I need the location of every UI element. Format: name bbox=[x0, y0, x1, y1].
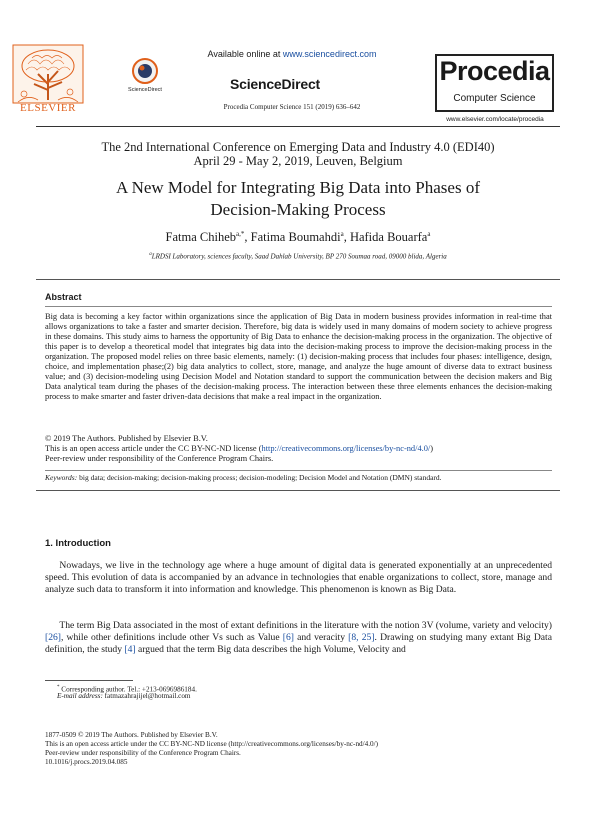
author-name: Fatma Chiheb bbox=[165, 230, 237, 245]
author-separator: , bbox=[343, 230, 350, 245]
sciencedirect-logo-icon bbox=[131, 57, 159, 85]
page-footer bbox=[45, 731, 555, 767]
title-divider bbox=[36, 279, 560, 280]
conference-name: The 2nd International Conference on Emerging Data and Industry 4.0 (EDI40) bbox=[101, 140, 495, 154]
available-online-line bbox=[172, 49, 412, 59]
author-affiliation-mark: a,* bbox=[236, 230, 245, 238]
license-prefix: This is an open access article under the CC BY-NC-ND license ( bbox=[45, 444, 262, 453]
email-note bbox=[57, 692, 547, 701]
author-list bbox=[36, 230, 560, 245]
keywords bbox=[45, 473, 552, 482]
paragraph-text: Nowadays, we live in the technology age where a huge amount of digital data is generated exponentially at an unprecedented speed. This evolution of data is accompanied by an advance in technologies that enable organizations to collect, store, manage and analyze such data to transform it into information and knowledge. This phenomenon is known as Big Data. bbox=[45, 560, 552, 595]
procedia-title: Procedia bbox=[439, 56, 550, 86]
email-address[interactable]: fatmazahrajijel@hotmail.com bbox=[102, 692, 191, 700]
journal-citation: Procedia Computer Science 151 (2019) 636–642 bbox=[223, 103, 361, 111]
author-separator: , bbox=[244, 230, 251, 245]
abstract-divider bbox=[45, 306, 552, 307]
citation-link[interactable]: [26] bbox=[45, 632, 61, 643]
citation-link[interactable]: [4] bbox=[124, 644, 136, 655]
paper-title-line2: Decision-Making Process bbox=[210, 200, 386, 219]
abstract-end-divider bbox=[36, 490, 560, 491]
author-name: Fatima Boumahdi bbox=[250, 230, 341, 245]
paragraph-text: , while other definitions include other Vs such as Value bbox=[60, 632, 283, 643]
keywords-label: Keywords: bbox=[45, 473, 78, 482]
paper-title-line1: A New Model for Integrating Big Data into Phases of bbox=[115, 178, 480, 197]
license-link[interactable]: http://creativecommons.org/licenses/by-nc-nd/4.0/ bbox=[261, 444, 431, 453]
peer-review-line: Peer-review under responsibility of the Conference Program Chairs. bbox=[45, 454, 274, 463]
affiliation-mark: a bbox=[149, 252, 152, 257]
header-divider bbox=[36, 126, 560, 127]
issn-line: 1877-0509 © 2019 The Authors. Published by Elsevier B.V. bbox=[45, 731, 218, 739]
footnote-divider bbox=[45, 680, 133, 681]
procedia-url[interactable]: www.elsevier.com/locate/procedia bbox=[446, 116, 544, 123]
paragraph-text: . Drawing on studying many extant Big Data definition, the study bbox=[45, 632, 552, 655]
paragraph-text: argued that the term Big data describes the high Volume, Velocity and bbox=[135, 644, 406, 655]
corresponding-text: Corresponding author. Tel.: +213-0696986184. bbox=[61, 685, 197, 694]
author-name: Hafida Bouarfa bbox=[349, 230, 428, 245]
introduction-heading: 1. Introduction bbox=[45, 538, 111, 549]
keywords-text: big data; decision-making; decision-making process; decision-modeling; Decision Model and Notation (DMN) standard. bbox=[77, 473, 442, 482]
footnote-mark: * bbox=[57, 685, 60, 690]
elsevier-wordmark: ELSEVIER bbox=[20, 102, 76, 114]
copyright-block bbox=[45, 434, 552, 464]
footer-license-line: This is an open access article under the CC BY-NC-ND license (http://creativecommons.org/licenses/by-nc-nd/4.0/) bbox=[45, 740, 378, 748]
abstract-body: Big data is becoming a key factor within organizations since the application of Big Data in modern business provides information in real-time that allows organizations to take a faster and smarter decision. Therefore, big data is widely used in many domains of modern society to achieve progress in these domains. This study aims to harness the opportunity of Big Data to enhance the decision-making process in the organization. The objective of this paper is to develop a theoretical model that integrates big data into the decision-making process to improve the decision-making process in the organization. The proposed model relies on three basic elements, namely: (1) decision-making process that includes four phases: intelligence, design, choice, and implementation phase;(2) big data analytics to collect, store, manage, and analyze the huge amount of diverse data to extract business value; and (3) decision-modeling using Decision Model and Notation standard to support the communication between the decision makers and Big Data analytical team during the phases of the decision-making process. The interaction between these three elements enhances the decision-making process to make smarter and faster driven-data decisions that make a real impact in the organization. bbox=[45, 312, 552, 401]
citation-link[interactable]: [6] bbox=[282, 632, 294, 643]
paragraph-text: The term Big Data associated in the most of extant definitions in the literature with the notion 3V (volume, variety and velocity) bbox=[59, 620, 552, 631]
available-prefix: Available online at bbox=[207, 49, 283, 59]
affiliation bbox=[36, 252, 560, 260]
conference-date-place: April 29 - May 2, 2019, Leuven, Belgium bbox=[193, 154, 403, 168]
paragraph-text: and veracity bbox=[293, 632, 349, 643]
procedia-subtitle: Computer Science bbox=[453, 93, 536, 104]
keywords-divider bbox=[45, 470, 552, 471]
author-affiliation-mark: a bbox=[340, 230, 344, 238]
copyright-line: © 2019 The Authors. Published by Elsevier B.V. bbox=[45, 434, 208, 443]
sciencedirect-link[interactable]: www.sciencedirect.com bbox=[282, 49, 377, 59]
email-label: E-mail address: bbox=[57, 692, 103, 700]
affiliation-text: LRDSI Laboratory, sciences faculty, Saad Dahlab University, BP 270 Soumaa road, 09000 blida, Algeria bbox=[151, 252, 447, 261]
introduction-paragraph-2 bbox=[45, 620, 552, 656]
doi-line[interactable]: 10.1016/j.procs.2019.04.085 bbox=[45, 758, 128, 766]
introduction-paragraph-1 bbox=[45, 560, 552, 596]
sd-logo-caption: ScienceDirect bbox=[128, 87, 162, 93]
footer-peer-review-line: Peer-review under responsibility of the Conference Program Chairs. bbox=[45, 749, 241, 757]
license-line bbox=[45, 444, 552, 454]
author-affiliation-mark: a bbox=[427, 230, 431, 238]
citation-link[interactable]: [8, 25] bbox=[348, 632, 375, 643]
license-suffix: ) bbox=[430, 444, 434, 453]
sciencedirect-name: ScienceDirect bbox=[229, 76, 320, 92]
abstract-heading: Abstract bbox=[45, 292, 82, 302]
